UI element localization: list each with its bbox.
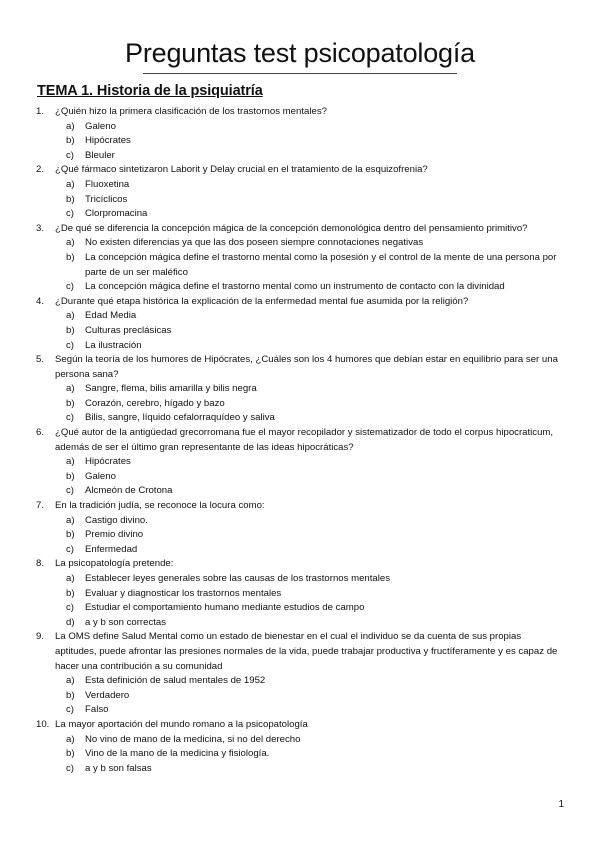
question-number: 4. — [36, 295, 45, 307]
answer-option — [0, 397, 600, 412]
answer-option — [0, 149, 600, 164]
option-letter: b) — [66, 689, 75, 701]
option-letter: b) — [66, 135, 75, 147]
option-text: Falso — [85, 704, 109, 716]
option-text: No existen diferencias ya que las dos poseen siempre connotaciones negativas — [85, 237, 424, 249]
question — [0, 222, 600, 237]
option-letter: a) — [66, 237, 75, 249]
option-text: Hipócrates — [85, 456, 131, 468]
option-text: Vino de la mano de la medicina y fisiología. — [85, 748, 270, 760]
option-letter: a) — [66, 456, 75, 468]
title-underline — [143, 73, 457, 74]
answer-option — [0, 703, 600, 718]
page-title: Preguntas test psicopatología — [125, 38, 475, 68]
option-letter: b) — [66, 748, 75, 760]
option-letter: a) — [66, 310, 75, 322]
answer-option — [0, 339, 600, 354]
option-text: Castigo divino. — [85, 514, 148, 526]
answer-options — [0, 382, 600, 426]
option-text: Premio divino — [85, 529, 144, 541]
option-letter: c) — [66, 412, 74, 424]
option-text: Esta definición de salud mentales de 1952 — [85, 675, 266, 687]
option-text: Alcmeón de Crotona — [85, 485, 173, 497]
question-number: 9. — [36, 631, 45, 643]
option-letter: b) — [66, 587, 75, 599]
answer-options — [0, 674, 600, 718]
option-text: Galeno — [85, 120, 116, 132]
answer-options — [0, 733, 600, 777]
answer-option — [0, 587, 600, 602]
answer-option — [0, 411, 600, 426]
section-heading: TEMA 1. Historia de la psiquiatría — [37, 83, 263, 99]
answer-option — [0, 733, 600, 748]
answer-options — [0, 309, 600, 353]
option-letter: a) — [66, 178, 75, 190]
answer-option — [0, 747, 600, 762]
answer-option — [0, 572, 600, 587]
option-text: Culturas preclásicas — [85, 324, 172, 336]
question-text: Según la teoría de los humores de Hipócrates, ¿Cuáles son los 4 humores que debían estar en equilibrio para ser una persona sana? — [55, 354, 558, 380]
answer-option — [0, 236, 600, 251]
option-letter: d) — [66, 616, 75, 628]
question-list — [0, 105, 600, 776]
option-text: Bleuler — [85, 149, 115, 161]
option-text: Bilis, sangre, líquido cefalorraquídeo y saliva — [85, 412, 275, 424]
answer-option — [0, 455, 600, 470]
option-text: Clorpromacina — [85, 208, 148, 220]
option-text: La concepción mágica define el trastorno mental como la posesión y el control de la mente de una persona por parte de un ser maléfico — [85, 251, 557, 278]
answer-option — [0, 528, 600, 543]
question — [0, 295, 600, 310]
answer-option — [0, 134, 600, 149]
option-letter: b) — [66, 529, 75, 541]
option-letter: a) — [66, 514, 75, 526]
option-text: Estudiar el comportamiento humano mediante estudios de campo — [85, 602, 365, 614]
question — [0, 426, 600, 455]
question-number: 8. — [36, 558, 45, 570]
option-letter: c) — [66, 149, 74, 161]
option-text: Sangre, flema, bilis amarilla y bilis negra — [85, 383, 257, 395]
option-text: No vino de mano de la medicina, si no del derecho — [85, 733, 301, 745]
option-letter: a) — [66, 573, 75, 584]
option-text: Corazón, cerebro, hígado y bazo — [85, 397, 225, 409]
answer-option — [0, 762, 600, 777]
question-text: ¿Qué fármaco sintetizaron Laborit y Delay crucial en el tratamiento de la esquizofrenia? — [55, 164, 428, 176]
question-text: ¿Qué autor de la antigüedad grecorromana fue el mayor recopilador y sistematizador de todo el corpus hipocraticum, además de ser el último gran representante de las ideas hipocráticas? — [55, 427, 554, 453]
question — [0, 718, 600, 733]
option-letter: c) — [66, 762, 74, 774]
question-number: 6. — [36, 427, 45, 439]
question — [0, 163, 600, 178]
option-letter: c) — [66, 543, 74, 555]
option-text: Galeno — [85, 470, 116, 482]
question-text: ¿Durante qué etapa histórica la explicación de la enfermedad mental fue asumida por la religión? — [55, 295, 469, 307]
option-text: a y b son falsas — [85, 762, 152, 774]
option-text: a y b son correctas — [85, 616, 167, 628]
question-number: 2. — [36, 164, 45, 176]
answer-option — [0, 689, 600, 704]
option-letter: c) — [66, 281, 74, 293]
option-text: Establecer leyes generales sobre las causas de los trastornos mentales — [85, 573, 391, 584]
option-text: Fluoxetina — [85, 178, 130, 190]
question-text: La OMS define Salud Mental como un estado de bienestar en el cual el individuo se da cuenta de sus propias aptitudes, puede afrontar las presiones normales de la vida, puede trabajar productiva y fructíferamente y es capaz de hacer una contribución a su comunidad — [55, 631, 558, 672]
answer-option — [0, 280, 600, 295]
answer-option — [0, 309, 600, 324]
answer-option — [0, 601, 600, 616]
option-letter: a) — [66, 120, 75, 132]
question — [0, 557, 600, 572]
answer-option — [0, 616, 600, 631]
option-letter: b) — [66, 193, 75, 205]
option-letter: b) — [66, 251, 75, 263]
answer-option — [0, 178, 600, 193]
question — [0, 353, 600, 382]
question-number: 1. — [36, 106, 45, 117]
answer-options — [0, 178, 600, 222]
answer-option — [0, 484, 600, 499]
question-text: ¿Quién hizo la primera clasificación de los trastornos mentales? — [55, 106, 327, 117]
option-text: Edad Media — [85, 310, 137, 322]
question-number: 10. — [36, 718, 50, 730]
answer-options — [0, 120, 600, 164]
option-letter: c) — [66, 339, 74, 351]
page-number: 1 — [558, 799, 564, 810]
option-letter: a) — [66, 675, 75, 687]
answer-option — [0, 470, 600, 485]
question — [0, 499, 600, 514]
answer-option — [0, 324, 600, 339]
option-text: Tricíclicos — [85, 193, 128, 205]
option-text: La concepción mágica define el trastorno mental como un instrumento de contacto con la divinidad — [85, 281, 505, 293]
answer-options — [0, 236, 600, 294]
answer-option — [0, 382, 600, 397]
option-letter: b) — [66, 470, 75, 482]
question-text: La mayor aportación del mundo romano a la psicopatología — [55, 718, 308, 730]
option-text: Verdadero — [85, 689, 130, 701]
answer-option — [0, 193, 600, 208]
option-letter: c) — [66, 208, 74, 220]
question-number: 5. — [36, 354, 45, 366]
answer-option — [0, 251, 600, 280]
option-letter: c) — [66, 704, 74, 716]
answer-options — [0, 455, 600, 499]
question — [0, 105, 600, 120]
answer-options — [0, 514, 600, 558]
question — [0, 630, 600, 674]
option-letter: a) — [66, 383, 75, 395]
answer-option — [0, 514, 600, 529]
answer-option — [0, 543, 600, 558]
option-letter: c) — [66, 602, 74, 614]
question-text: La psicopatología pretende: — [55, 558, 174, 570]
option-letter: b) — [66, 324, 75, 336]
answer-options — [0, 572, 600, 630]
option-letter: c) — [66, 485, 74, 497]
option-text: Enfermedad — [85, 543, 138, 555]
question-text: ¿De qué se diferencia la concepción mágica de la concepción demonológica dentro del pensamiento primitivo? — [55, 222, 528, 234]
option-letter: a) — [66, 733, 75, 745]
question-number: 3. — [36, 222, 45, 234]
option-text: La ilustración — [85, 339, 142, 351]
answer-option — [0, 207, 600, 222]
question-number: 7. — [36, 500, 45, 512]
answer-option — [0, 674, 600, 689]
option-text: Evaluar y diagnosticar los trastornos mentales — [85, 587, 282, 599]
option-text: Hipócrates — [85, 135, 131, 147]
answer-option — [0, 120, 600, 135]
option-letter: b) — [66, 397, 75, 409]
question-text: En la tradición judía, se reconoce la locura como: — [55, 500, 265, 512]
